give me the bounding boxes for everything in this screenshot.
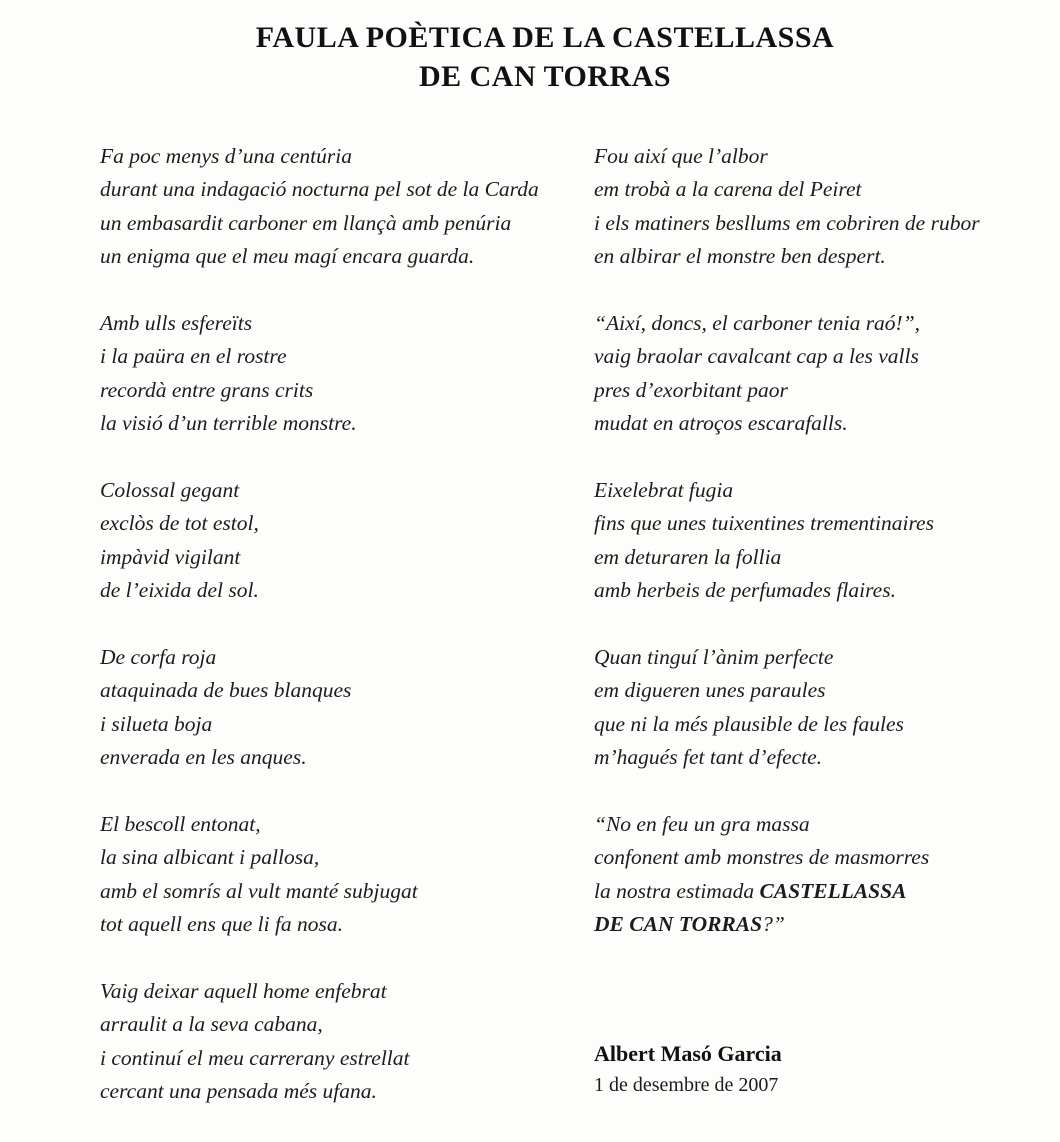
stanza bbox=[594, 641, 1034, 775]
verse-line: recordà entre grans crits bbox=[100, 377, 314, 402]
verse-line: m’hagués fet tant d’efecte. bbox=[594, 745, 823, 770]
left-column bbox=[100, 140, 570, 1142]
poem-title-line-2: DE CAN TORRAS bbox=[418, 60, 672, 93]
verse-line bbox=[594, 875, 1034, 908]
verse-line: Fou així que l’albor bbox=[594, 144, 768, 168]
right-column bbox=[594, 140, 1034, 975]
stanza bbox=[594, 307, 1034, 441]
verse-line: El bescoll entonat, bbox=[100, 812, 261, 837]
verse-line: Vaig deixar aquell home enfebrat bbox=[100, 979, 387, 1004]
stanza bbox=[594, 474, 1034, 608]
verse-line: pres d’exorbitant paor bbox=[594, 377, 788, 402]
verse-line: amb herbeis de perfumades flaires. bbox=[594, 578, 896, 603]
verse-line: em trobà a la carena del Peiret bbox=[594, 177, 862, 202]
stanza bbox=[100, 975, 570, 1109]
verse-line: Quan tinguí l’ànim perfecte bbox=[594, 645, 834, 670]
verse-line: em digueren unes paraules bbox=[594, 678, 826, 703]
verse-line: mudat en atroços escarafalls. bbox=[594, 411, 848, 436]
final-stanza bbox=[594, 808, 1034, 942]
signature-block bbox=[594, 1037, 782, 1101]
verse-line: De corfa roja bbox=[100, 645, 217, 670]
verse-line: impàvid vigilant bbox=[100, 544, 241, 569]
verse-line: “Així, doncs, el carboner tenia raó!”, bbox=[594, 311, 921, 336]
emphasized-place-name: CASTELLASSA bbox=[759, 878, 907, 903]
verse-line: en albirar el monstre ben despert. bbox=[594, 244, 886, 269]
verse-line: enverada en les anques. bbox=[100, 745, 307, 770]
stanza bbox=[594, 140, 1034, 274]
verse-line: i continuí el meu carrerany estrellat bbox=[100, 1045, 410, 1070]
verse-line: exclòs de tot estol, bbox=[100, 511, 259, 536]
verse-line: Amb ulls esfereïts bbox=[100, 311, 253, 336]
verse-line-text: la nostra estimada bbox=[594, 878, 760, 903]
verse-line: de l’eixida del sol. bbox=[100, 578, 259, 603]
verse-line: la visió d’un terrible monstre. bbox=[100, 411, 357, 436]
stanza bbox=[100, 140, 570, 274]
verse-line: un enigma que el meu magí encara guarda. bbox=[100, 244, 475, 269]
poem-title bbox=[0, 18, 1060, 96]
verse-line-text: ?” bbox=[762, 912, 785, 937]
verse-line: que ni la més plausible de les faules bbox=[594, 711, 904, 736]
verse-line: em deturaren la follia bbox=[594, 544, 782, 569]
poem-date: 1 de desembre de 2007 bbox=[594, 1074, 779, 1096]
verse-line: Colossal gegant bbox=[100, 478, 240, 503]
author-name: Albert Masó Garcia bbox=[594, 1041, 782, 1066]
stanza bbox=[100, 641, 570, 775]
verse-line: i silueta boja bbox=[100, 711, 213, 736]
verse-line: un embasardit carboner em llançà amb penúria bbox=[100, 210, 512, 235]
verse-line: tot aquell ens que li fa nosa. bbox=[100, 912, 344, 937]
verse-line: amb el somrís al vult manté subjugat bbox=[100, 878, 418, 903]
stanza bbox=[100, 307, 570, 441]
verse-line: Eixelebrat fugia bbox=[594, 478, 734, 503]
verse-line: i els matiners besllums em cobriren de rubor bbox=[594, 210, 980, 235]
poem-title-line-1: FAULA POÈTICA DE LA CASTELLASSA bbox=[255, 21, 835, 54]
verse-line: Fa poc menys d’una centúria bbox=[100, 144, 352, 168]
verse-line: fins que unes tuixentines trementinaires bbox=[594, 511, 934, 536]
verse-line: i la paüra en el rostre bbox=[100, 344, 287, 369]
verse-line: durant una indagació nocturna pel sot de la Carda bbox=[100, 177, 539, 202]
verse-line: “No en feu un gra massa bbox=[594, 812, 810, 837]
emphasized-place-name: DE CAN TORRAS bbox=[594, 912, 763, 937]
verse-line: arraulit a la seva cabana, bbox=[100, 1012, 323, 1037]
verse-line: vaig braolar cavalcant cap a les valls bbox=[594, 344, 919, 369]
stanza bbox=[100, 474, 570, 608]
verse-line bbox=[594, 908, 1034, 941]
verse-line: cercant una pensada més ufana. bbox=[100, 1079, 377, 1104]
verse-line: ataquinada de bues blanques bbox=[100, 678, 352, 703]
verse-line: la sina albicant i pallosa, bbox=[100, 845, 320, 870]
verse-line: confonent amb monstres de masmorres bbox=[594, 845, 930, 870]
stanza bbox=[100, 808, 570, 942]
